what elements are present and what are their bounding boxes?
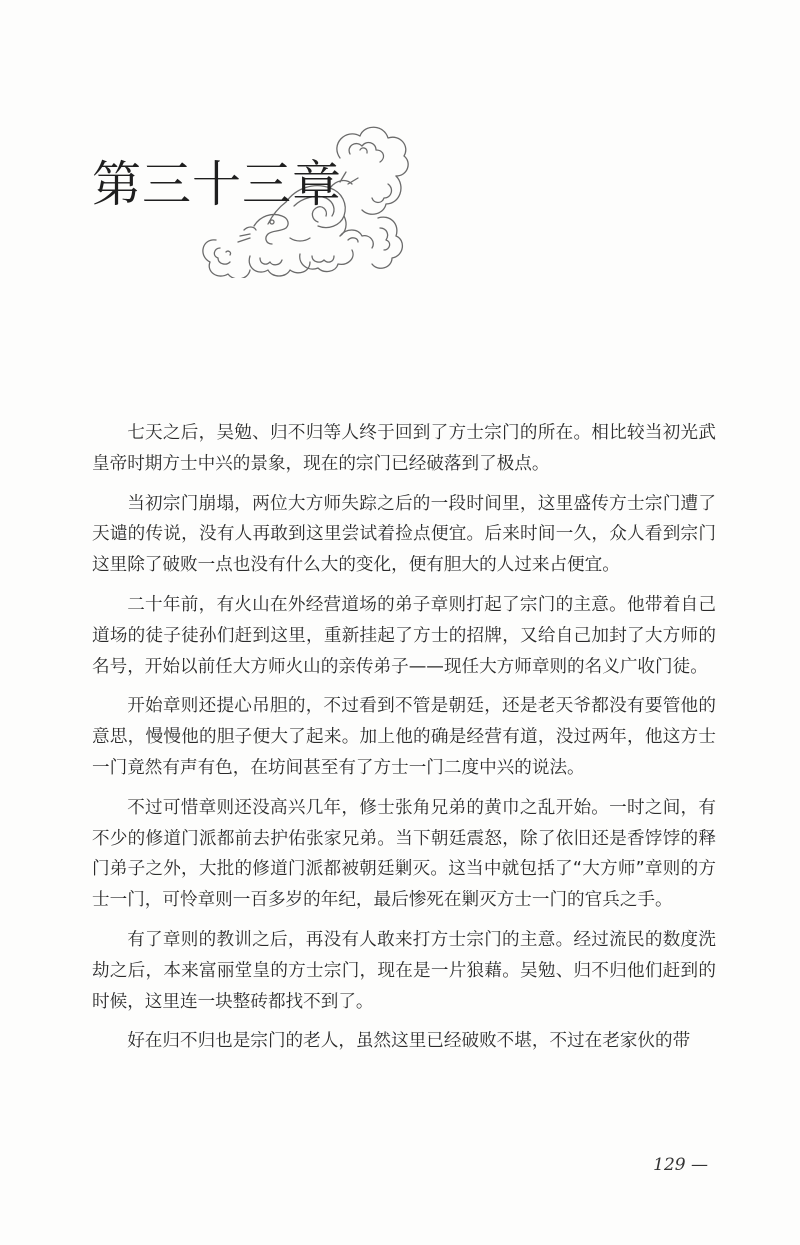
paragraph: 开始章则还提心吊胆的，不过看到不管是朝廷，还是老天爷都没有要管他的意思，慢慢他的胆子便大了起来。加上他的确是经营有道，没过两年，他这方士一门竟然有声有色，在坊间甚至有了方士一门二度中兴的说法。 (92, 696, 716, 778)
chapter-body (92, 418, 716, 1066)
paragraph: 当初宗门崩塌，两位大方师失踪之后的一段时间里，这里盛传方士宗门遭了天谴的传说，没有人再敢到这里尝试着捡点便宜。后来时间一久，众人看到宗门这里除了破败一点也没有什么大的变化，便有胆大的人过来占便宜。 (92, 493, 716, 576)
page-number: 129 — (653, 1155, 708, 1175)
paragraph: 二十年前，有火山在外经营道场的弟子章则打起了宗门的主意。他带着自己道场的徒子徒孙们赶到这里，重新挂起了方士的招牌，又给自己加封了大方师的名号，开始以前任大方师火山的亲传弟子——现任大方师章则的名义广收门徒。 (92, 594, 716, 677)
paragraph: 不过可惜章则还没高兴几年，修士张角兄弟的黄巾之乱开始。一时之间，有不少的修道门派都前去护佑张家兄弟。当下朝廷震怒，除了依旧还是香饽饽的释门弟子之外，大批的修道门派都被朝廷剿灭。这当中就包括了“大方师”章则的方士一门，可怜章则一百多岁的年纪，最后惨死在剿灭方士一门的官兵之手。 (92, 797, 716, 911)
paragraph: 有了章则的教训之后，再没有人敢来打方士宗门的主意。经过流民的数度洗劫之后，本来富丽堂皇的方士宗门，现在是一片狼藉。吴勉、归不归他们赶到的时候，这里连一块整砖都找不到了。 (92, 929, 716, 1012)
chapter-title: 第三十三章 (92, 155, 343, 213)
paragraph: 七天之后，吴勉、归不归等人终于回到了方士宗门的所在。相比较当初光武皇帝时期方士中兴的景象，现在的宗门已经破落到了极点。 (92, 423, 716, 474)
paragraph: 好在归不归也是宗门的老人，虽然这里已经破败不堪，不过在老家伙的带 (127, 1031, 691, 1052)
